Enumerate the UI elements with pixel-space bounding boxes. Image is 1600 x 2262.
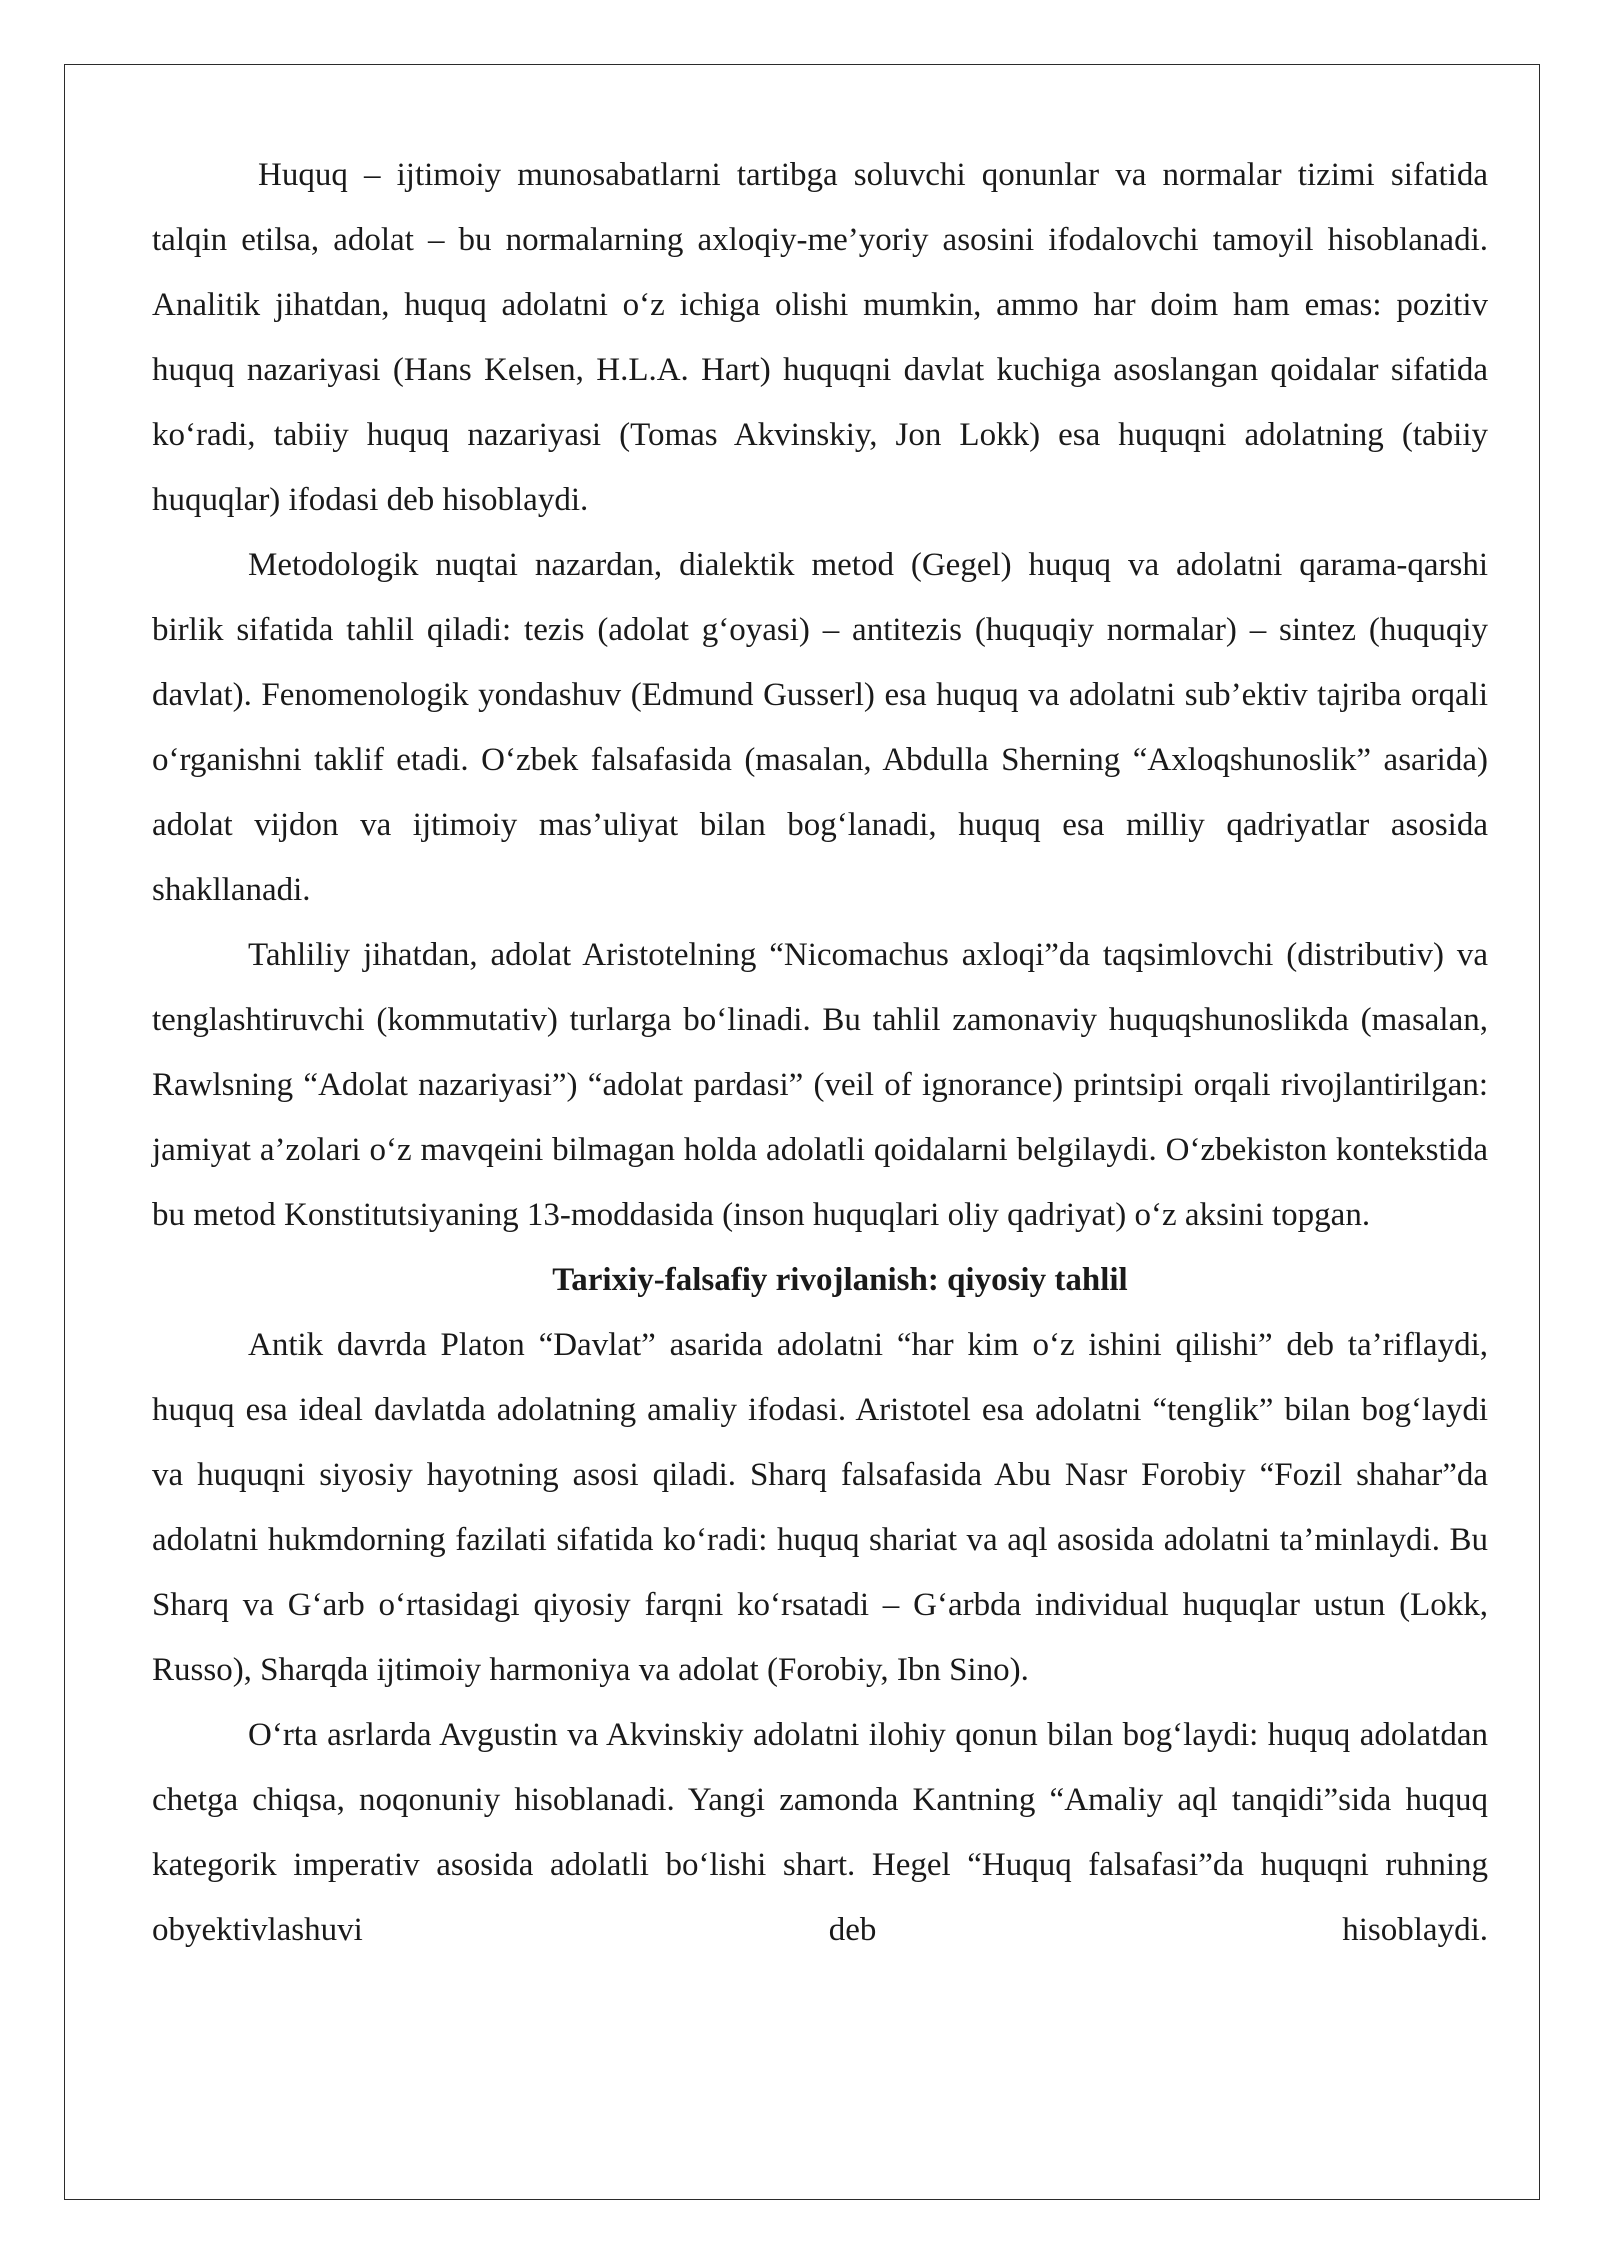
paragraph-methodology: Metodologik nuqtai nazardan, dialektik metod (Gegel) huquq va adolatni qarama-qarshi birlik sifatida tahlil qiladi: tezis (adolat g‘oyasi) – antitezis (huquqiy normalar) – sintez (huquqiy davlat). Fenomenologik yondashuv (Edmund Gusserl) esa huquq va adolatni sub’ektiv tajriba orqali o‘rganishni taklif etadi. O‘zbek falsafasida (masalan, Abdulla Sherning “Axloqshunoslik” asarida) adolat vijdon va ijtimoiy mas’uliyat bilan bog‘lanadi, huquq esa milliy qadriyatlar asosida shakllanadi. bbox=[152, 547, 1488, 908]
paragraph-antiquity: Antik davrda Platon “Davlat” asarida adolatni “har kim o‘z ishini qilishi” deb ta’riflaydi, huquq esa ideal davlatda adolatning amaliy ifodasi. Aristotel esa adolatni “tenglik” bilan bog‘laydi va huquqni siyosiy hayotning asosi qiladi. Sharq falsafasida Abu Nasr Forobiy “Fozil shahar”da adolatni hukmdorning fazilati sifatida ko‘radi: huquq shariat va aql asosida adolatni ta’minlaydi. Bu Sharq va G‘arb o‘rtasidagi qiyosiy farqni ko‘rsatadi – G‘arbda individual huquqlar ustun (Lokk, Russo), Sharqda ijtimoiy harmoniya va adolat (Forobiy, Ibn Sino). bbox=[152, 1327, 1488, 1688]
section-heading: Tarixiy-falsafiy rivojlanish: qiyosiy tahlil bbox=[552, 1262, 1128, 1298]
document-body bbox=[152, 143, 1488, 1963]
paragraph-middle-ages: O‘rta asrlarda Avgustin va Akvinskiy adolatni ilohiy qonun bilan bog‘laydi: huquq adolatdan chetga chiqsa, noqonuniy hisoblanadi. Yangi zamonda Kantning “Amaliy aql tanqidi”sida huquq kategorik imperativ asosida adolatli bo‘lishi shart. Hegel “Huquq falsafasi”da huquqni ruhning obyektivlashuvi deb hisoblaydi. bbox=[152, 1717, 1488, 1948]
paragraph-law-justice-definition: Huquq – ijtimoiy munosabatlarni tartibga soluvchi qonunlar va normalar tizimi sifatida talqin etilsa, adolat – bu normalarning axloqiy-me’yoriy asosini ifodalovchi tamoyil hisoblanadi. Analitik jihatdan, huquq adolatni o‘z ichiga olishi mumkin, ammo har doim ham emas: pozitiv huquq nazariyasi (Hans Kelsen, H.L.A. Hart) huquqni davlat kuchiga asoslangan qoidalar sifatida ko‘radi, tabiiy huquq nazariyasi (Tomas Akvinskiy, Jon Lokk) esa huquqni adolatning (tabiiy huquqlar) ifodasi deb hisoblaydi. bbox=[152, 157, 1488, 518]
paragraph-analytical-aristotle: Tahliliy jihatdan, adolat Aristotelning “Nicomachus axloqi”da taqsimlovchi (distributiv) va tenglashtiruvchi (kommutativ) turlarga bo‘linadi. Bu tahlil zamonaviy huquqshunoslikda (masalan, Rawlsning “Adolat nazariyasi”) “adolat pardasi” (veil of ignorance) printsipi orqali rivojlantirilgan: jamiyat a’zolari o‘z mavqeini bilmagan holda adolatli qoidalarni belgilaydi. O‘zbekiston kontekstida bu metod Konstitutsiyaning 13-moddasida (inson huquqlari oliy qadriyat) o‘z aksini topgan. bbox=[152, 937, 1488, 1233]
